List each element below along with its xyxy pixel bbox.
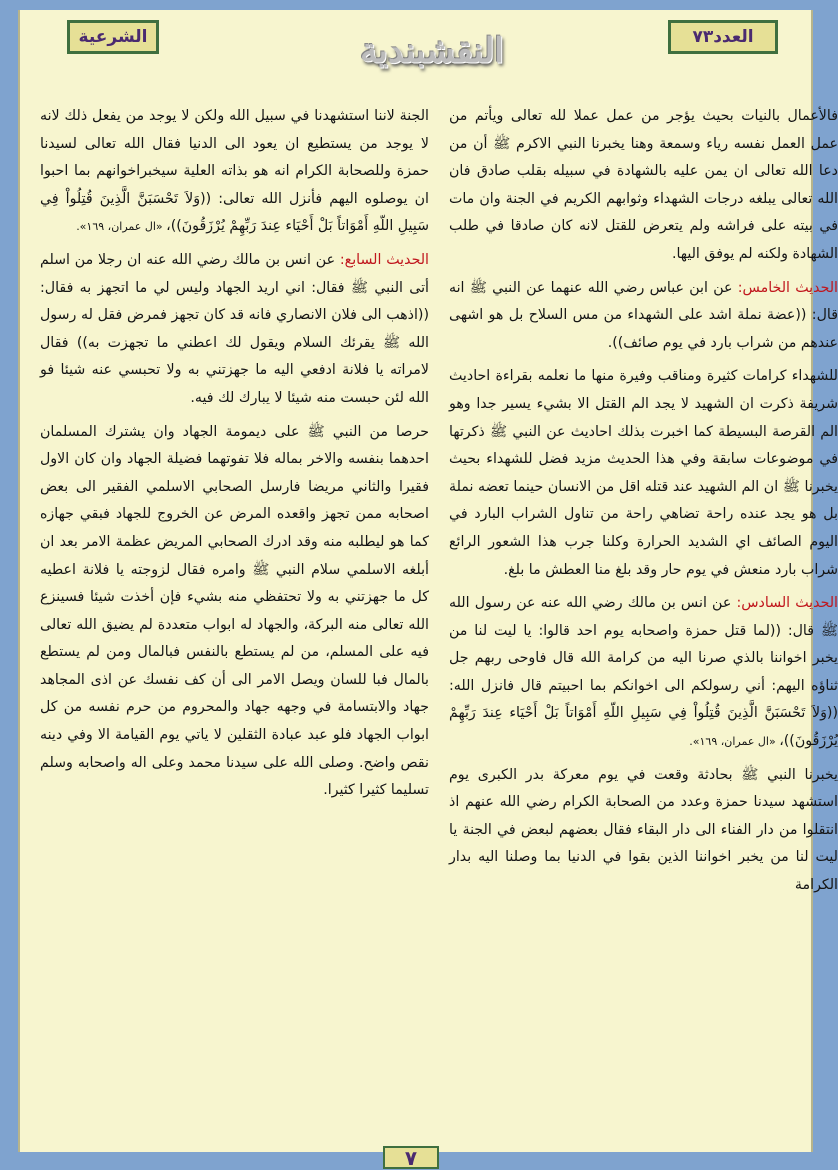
hadith-5-paragraph: الحديث الخامس: عن ابن عباس رضي الله عنهما عن النبي ﷺ انه قال: ((عضة نملة اشد على الشهداء من مس السلاح بل هو اشهى عندهم من شراب بارد في يوم صائف)). [449,279,838,351]
hadith-heading: الحديث السابع: [339,251,429,268]
right-column [449,103,838,1147]
paragraph: حرصا من النبي ﷺ على ديمومة الجهاد وان يشترك المسلمان احدهما بنفسه والاخر بماله فلا تفوتهما فضيلة الجهاد وان كان الاول فقيرا والثاني مريضا فارسل الصحابي الاسلمي الفقير الى بعض اصحابه ممن تجهز واقعده المرض عن الخروج للجهاد فبقي جهازه كما هو ليطلبه منه وقد ادرك الصحابي المريض عظمة الامر بعد ان أبلغه الاسلمي سلام النبي ﷺ وامره فقال لزوجته يا فلانة اعطيه كل ما جهزتني به ولا تحتفظي منه بشيء فإن أخذت شيئا فسينزع الله تعالى منه البركة، والجهاد له ابواب متعددة لم يضيق الله تعالى فيه على المسلم، من لم يستطع بالنفس فبالمال ومن لم يستطع بالمال فبا للسان ويصل الامر الى أن كف نفسك عن اذى المجاهد جهاد والابتسامة في وجهه جهاد والمحروم من حرم نفسه من كل ابواب الجهاد فلو عبد عبادة الثقلين لا ياتي يوم القيامة الا وفي دينه نقص واضح. وصلى الله على سيدنا محمد وعلى اله واصحابه وسلم تسليما كثيرا كثيرا. [40,423,429,799]
left-column [40,103,429,1147]
paragraph: يخبرنا النبي ﷺ بحادثة وقعت في يوم معركة بدر الكبرى يوم استشهد سيدنا حمزة وعدد من الصحابة الكرام رضي الله عنهم اذ انتقلوا من دار الفناء الى دار البقاء فقال بعضهم لبعض في الجنة يا ليت لنا من يخبر اخواننا الذين بقوا في الدنيا بما وصلنا اليه بدار الكرامة [449,766,838,894]
quran-citation: «ال عمران، ١٦٩». [76,220,167,234]
hadith-6-paragraph: الحديث السادس: عن انس بن مالك رضي الله عنه عن رسول الله ﷺ قال: ((لما قتل حمزة واصحابه يوم احد قالوا: يا ليت لنا من يخبر اخواننا بالذي صرنا اليه من كرامة الله قال فاوحى ربهم جل ثناؤه اليهم: أني رسولكم الى اخوانكم بما احبيتم قال فانزل الله: ((وَلاَ تَحْسَبَنَّ الَّذِينَ قُتِلُواْ فِي سَبِيلِ اللّهِ أَمْوَاتاً بَلْ أَحْيَاء عِندَ رَبِّهِمْ يُرْزَقُونَ))، «ال عمران، ١٦٩». [449,595,838,750]
quran-citation: «ال عمران، ١٦٩». [689,735,780,749]
magazine-logo: النقشبندية [360,31,504,71]
issue-label: العدد٧٣ [668,20,778,54]
section-label: الشرعية [67,20,159,54]
hadith-7-paragraph: الحديث السابع: عن انس بن مالك رضي الله عنه ان رجلا من اسلم أتى النبي ﷺ فقال: اني اريد الجهاد وليس لي ما اتجهز به فقال: ((اذهب الى فلان الانصاري فانه قد كان تجهز فمرض فقل له رسول الله ﷺ يقرئك السلام ويقول لك اعطني ما تجهزت به)) فقال لامراته يا فلانة ادفعي اليه ما جهزتني به ولا تحبسي عنه شيئا فو الله لئن حبست منه شيئا لا يبارك لك فيه. [40,251,429,406]
hadith-heading: الحديث السادس: [736,595,838,612]
paragraph: للشهداء كرامات كثيرة ومناقب وفيرة منها ما نعلمه بقراءة احاديث شريفة ذكرت ان الشهيد لا يجد الم القتل الا بشيء يسير جدا وهو الم القرصة البسيطة كما اخبرت بذلك احاديث عن النبي ﷺ ذكرتها في موضوعات سابقة وفي هذا الحديث مزيد فضل للشهداء بحيث يخبرنا ﷺ ان الم الشهيد عند قتله اقل من الانسان حينما تعضه نملة بل هو يجد عنده راحة تضاهي راحة من تناول الشراب البارد في اليوم الصائف اي الشديد الحرارة وكلنا جرب هذا الشعور الرائع شراب بارد منعش في يوم حار وقد بلغ منا العطش ما بلغ. [449,368,838,578]
paragraph: الجنة لاننا استشهدنا في سبيل الله ولكن لا يوجد من يفعل ذلك لانه لا يوجد من يستطيع ان يعود الى الدنيا فقال الله تعالى لسيدنا حمزة وللصحابة الكرام انه هو بذاته العلية سيخبراخوانهم بما احبوا ان يوصلوه اليهم فأنزل الله تعالى: ((وَلاَ تَحْسَبَنَّ الَّذِينَ قُتِلُواْ فِي سَبِيلِ اللّهِ أَمْوَاتاً بَلْ أَحْيَاء عِندَ رَبِّهِمْ يُرْزَقُونَ))، «ال عمران، ١٦٩». [40,108,429,235]
page [18,10,838,1152]
paragraph: فالأعمال بالنيات بحيث يؤجر من عمل عملا لله تعالى ويأتم من عمل العمل نفسه رياء وسمعة وهنا يخبرنا النبي الاكرم ﷺ أن من دعا الله تعالى ان يمن عليه بالشهادة في سبيله بقلب صادق فان الله تعالى يبلغه درجات الشهداء وثوابهم الكريم في الجنة وان مات في بيته على فراشه ولم يتعرض للقتل لانه كان صادقا في طلب الشهادة ولكنه لم يوفق اليها. [449,108,838,262]
hadith-heading: الحديث الخامس: [737,279,838,296]
page-number: ٧ [383,1146,439,1169]
